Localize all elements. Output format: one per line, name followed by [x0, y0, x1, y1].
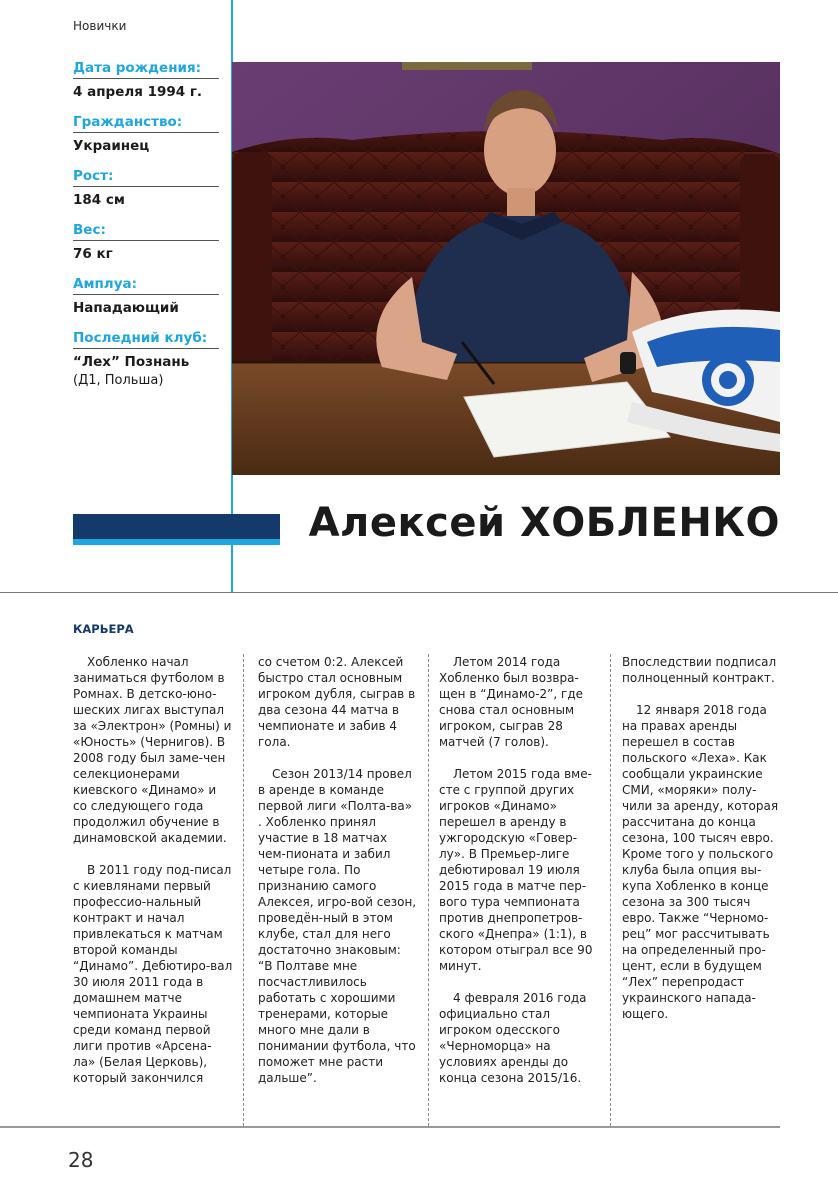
player-last-name: ХОБЛЕНКО	[519, 500, 780, 546]
citizenship-label: Гражданство:	[73, 112, 219, 133]
career-column-2	[258, 654, 418, 1102]
paragraph: Впоследствии подписал полноценный контракт.	[622, 655, 777, 685]
position-label: Амплуа:	[73, 274, 219, 295]
title-accent-bar	[73, 514, 280, 545]
career-heading: КАРЬЕРА	[73, 622, 134, 636]
page-number: 28	[68, 1148, 94, 1172]
paragraph: Хобленко начал заниматься футболом в Ромнах. В детско-юно-шеских лигах выступал за «Электрон» (Ромны) и «Юность» (Чернигов). В 2008 году был заме-чен селекционерами киевского «Динамо» и со следующего года продолжил обучение в динамовской академии.	[73, 655, 232, 845]
section-label: Новички	[73, 19, 127, 33]
column-separator	[610, 654, 611, 1126]
profile-info	[73, 58, 219, 390]
header-rule	[0, 592, 838, 593]
column-separator	[428, 654, 429, 1126]
birthdate-value: 4 апреля 1994 г.	[73, 84, 203, 100]
paragraph: Летом 2014 года Хобленко был возвра-щен в “Динамо-2”, где снова стал основным игроком, сыграв 28 матчей (7 голов).	[439, 655, 584, 749]
player-photo	[232, 62, 780, 475]
last-club-label: Последний клуб:	[73, 328, 219, 349]
paragraph: со счетом 0:2. Алексей быстро стал основным игроком дубля, сыграв в два сезона 44 матча в чемпионате и забив 4 гола.	[258, 655, 416, 749]
paragraph: 12 января 2018 года на правах аренды перешел в состав польского «Леха». Как сообщали украинские СМИ, «моряки» полу-чили за аренду, которая рассчитана до конца сезона, 100 тысяч евро. Кроме того у польского клуба была опция вы-купа Хобленко в конце сезона за 300 тысяч евро. Также “Черномо-рец” мог рассчитывать на определенный про-цент, если в будущем “Лех” перепродаст украинского напада-ющего.	[622, 703, 779, 1021]
column-separator	[243, 654, 244, 1126]
position-value: Нападающий	[73, 300, 179, 316]
paragraph: В 2011 году под-писал с киевлянами первый профессио-нальный контракт и начал привлекаться к матчам второй команды “Динамо”. Дебютиро-вал 30 июля 2011 года в домашнем матче чемпионата Украины среди команд первой лиги против «Арсена-ла» (Белая Церковь), который закончился	[73, 863, 233, 1085]
paragraph: Летом 2015 года вме-сте с группой других игроков «Динамо» перешел в аренду в ужгородскую «Говер-лу». В Премьер-лиге дебютировал 19 июля 2015 года в матче пер-вого тура чемпионата против днепропетров-ского «Днепра» (1:1), в котором отыграл все 90 минут.	[439, 767, 593, 973]
career-column-4	[622, 654, 782, 1038]
weight-label: Вес:	[73, 220, 219, 241]
career-column-3	[439, 654, 599, 1102]
paragraph: 4 февраля 2016 года официально стал игроком одесского «Черноморца» на условиях аренды до конца сезона 2015/16.	[439, 991, 587, 1085]
last-club-value: “Лех” Познань	[73, 354, 190, 370]
last-club-league: (Д1, Польша)	[73, 373, 164, 388]
player-name	[309, 500, 780, 546]
height-label: Рост:	[73, 166, 219, 187]
career-column-1	[73, 654, 233, 1102]
birthdate-label: Дата рождения:	[73, 58, 219, 79]
player-first-name: Алексей	[308, 500, 506, 546]
height-value: 184 см	[73, 192, 125, 208]
paragraph: Сезон 2013/14 провел в аренде в команде первой лиги «Полта-ва» . Хобленко принял участие в 18 матчах чем-пионата и забил четыре гола. По признанию самого Алексея, игро-вой сезон, проведён-ный в этом клубе, стал для него достаточно знаковым: “В Полтаве мне посчастливилось работать с хорошими тренерами, которые много мне дали в понимании футбола, что поможет мне расти дальше”.	[258, 767, 417, 1085]
citizenship-value: Украинец	[73, 138, 150, 154]
weight-value: 76 кг	[73, 246, 113, 262]
footer-rule	[0, 1126, 780, 1128]
